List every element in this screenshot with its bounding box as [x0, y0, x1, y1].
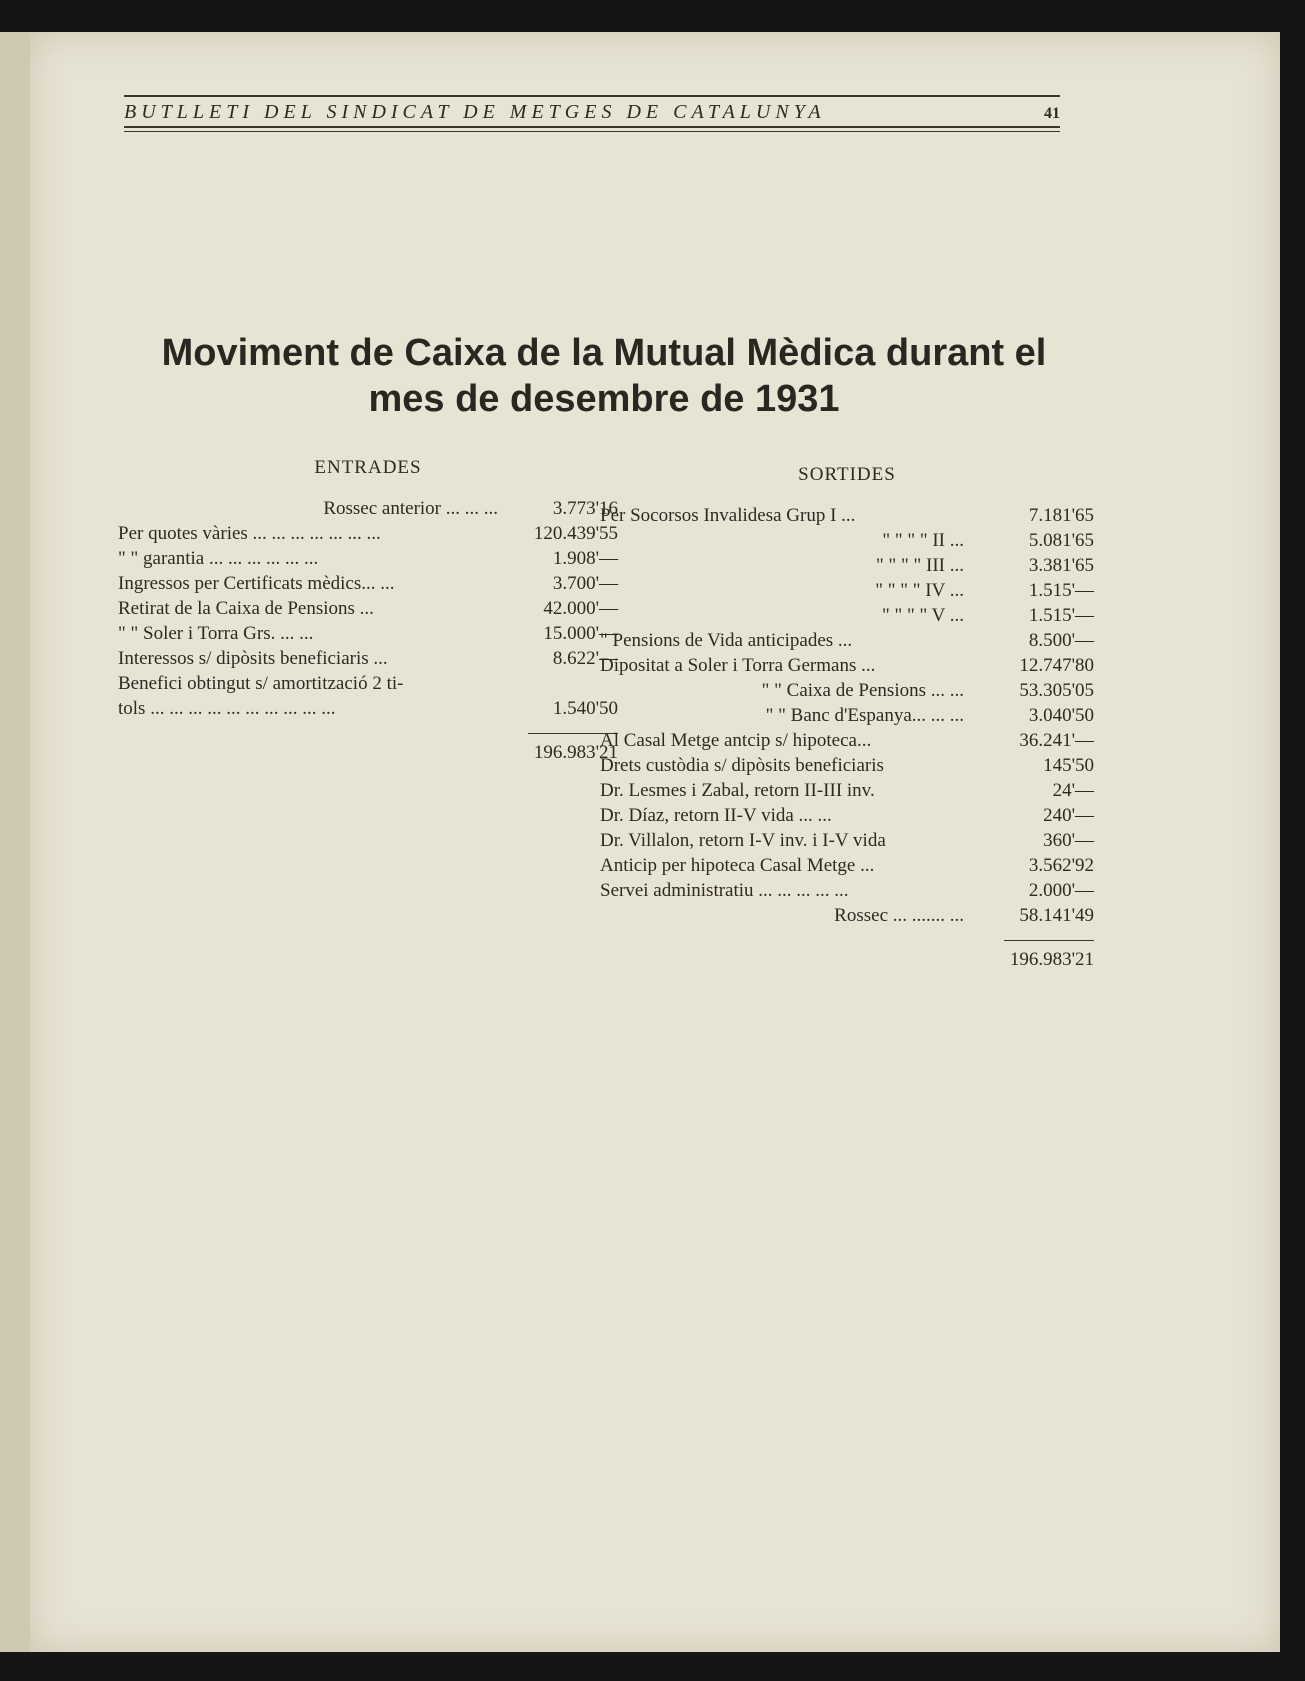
- entrades-heading: ENTRADES: [314, 457, 422, 478]
- sortides-row-amount: 3.040'50: [1028, 705, 1094, 726]
- entrades-row-amount: 1.908'—: [552, 548, 618, 569]
- sortides-row-label: Servei administratiu ... ... ... ... ...: [600, 880, 849, 901]
- sortides-row: [600, 653, 1094, 678]
- sortides-row: [600, 903, 1094, 928]
- sortides-row-label: " " Caixa de Pensions ... ...: [761, 680, 964, 701]
- entrades-row: [118, 671, 618, 696]
- sortides-row: [600, 503, 1094, 528]
- sortides-row: [600, 678, 1094, 703]
- entrades-rows: [118, 496, 618, 721]
- header-row: [124, 97, 1060, 126]
- sortides-row-amount: 2.000'—: [1028, 880, 1094, 901]
- header-rule-bottom: [124, 126, 1060, 128]
- entrades-row: [118, 521, 618, 546]
- entrades-row: [118, 696, 618, 721]
- sortides-row: [600, 703, 1094, 728]
- entrades-row: [118, 546, 618, 571]
- sortides-row-amount: 5.081'65: [1028, 530, 1094, 551]
- sortides-row-label: " " " " III ...: [875, 555, 964, 576]
- sortides-row: [600, 603, 1094, 628]
- sortides-row-label: Dipositat a Soler i Torra Germans ...: [600, 655, 876, 676]
- sortides-row: [600, 528, 1094, 553]
- sortides-row: [600, 728, 1094, 753]
- running-title: BUTLLETI DEL SINDICAT DE METGES DE CATALUNYA: [124, 101, 826, 123]
- sortides-row-amount: 58.141'49: [1019, 905, 1094, 926]
- sortides-row-label: " Pensions de Vida anticipades ...: [600, 630, 853, 651]
- sortides-row: [600, 828, 1094, 853]
- sortides-row-amount: 3.381'65: [1028, 555, 1094, 576]
- sortides-row-label: " " " " II ...: [882, 530, 964, 551]
- entrades-row: [118, 621, 618, 646]
- entrades-row-amount: 3.700'—: [552, 573, 618, 594]
- sortides-row: [600, 778, 1094, 803]
- entrades-row-label: Interessos s/ dipòsits beneficiaris ...: [118, 648, 388, 669]
- sortides-row-label: Al Casal Metge antcip s/ hipoteca...: [600, 730, 872, 751]
- sortides-rows: [600, 503, 1094, 928]
- sortides-row-amount: 8.500'—: [1028, 630, 1094, 651]
- entrades-column: [118, 455, 618, 765]
- sortides-row-amount: 145'50: [1043, 755, 1094, 776]
- entrades-row-amount: 8.622'—: [552, 648, 618, 669]
- sortides-row-amount: 240'—: [1043, 805, 1094, 826]
- entrades-total: 196.983'21: [533, 742, 618, 763]
- sortides-row-label: " " " " V ...: [881, 605, 964, 626]
- running-header: [124, 95, 1060, 132]
- sortides-row-amount: 53.305'05: [1019, 680, 1094, 701]
- entrades-row: [118, 571, 618, 596]
- entrades-row-amount: 3.773'16: [552, 498, 618, 519]
- entrades-row-label: " " Soler i Torra Grs. ... ...: [118, 623, 314, 644]
- sortides-row-amount: 1.515'—: [1028, 580, 1094, 601]
- page-number: 41: [1044, 105, 1060, 122]
- entrades-row: [118, 596, 618, 621]
- sortides-row: [600, 853, 1094, 878]
- entrades-row-label: Rossec anterior ... ... ...: [323, 498, 498, 519]
- header-rule-bottom-thin: [124, 131, 1060, 132]
- entrades-row-label: Benefici obtingut s/ amortització 2 ti-: [118, 673, 404, 694]
- entrades-row-amount: 15.000'—: [543, 623, 618, 644]
- sortides-row-label: Anticip per hipoteca Casal Metge ...: [600, 855, 875, 876]
- sortides-row: [600, 578, 1094, 603]
- sortides-row-label: Dr. Villalon, retorn I-V inv. i I-V vida: [600, 830, 886, 851]
- sortides-row-amount: 7.181'65: [1028, 505, 1094, 526]
- sortides-row-label: Drets custòdia s/ dipòsits beneficiaris: [600, 755, 884, 776]
- sortides-row: [600, 628, 1094, 653]
- page-edge: [0, 32, 30, 1652]
- sortides-row-label: " " Banc d'Espanya... ... ...: [765, 705, 964, 726]
- sortides-row-amount: 36.241'—: [1019, 730, 1094, 751]
- entrades-row-label: Retirat de la Caixa de Pensions ...: [118, 598, 374, 619]
- sortides-row-label: Dr. Lesmes i Zabal, retorn II-III inv.: [600, 780, 875, 801]
- sortides-row-amount: 12.747'80: [1019, 655, 1094, 676]
- entrades-row-amount: 1.540'50: [552, 698, 618, 719]
- entrades-row-label: " " garantia ... ... ... ... ... ...: [118, 548, 319, 569]
- entrades-row-amount: 120.439'55: [533, 523, 618, 544]
- sortides-column: [600, 455, 1094, 972]
- sortides-row-label: Rossec ... ....... ...: [834, 905, 964, 926]
- entrades-row-amount: 42.000'—: [543, 598, 618, 619]
- sortides-total-rule: [1004, 940, 1094, 941]
- sortides-row-amount: 24'—: [1052, 780, 1094, 801]
- sortides-row-label: Dr. Díaz, retorn II-V vida ... ...: [600, 805, 832, 826]
- sortides-row-label: " " " " IV ...: [875, 580, 964, 601]
- page-title: Moviment de Caixa de la Mutual Mèdica durant el mes de desembre de 1931: [161, 332, 1047, 420]
- sortides-row-amount: 360'—: [1043, 830, 1094, 851]
- sortides-row: [600, 878, 1094, 903]
- sortides-row: [600, 803, 1094, 828]
- entrades-row: [118, 496, 618, 521]
- sortides-row-amount: 3.562'92: [1028, 855, 1094, 876]
- sortides-row: [600, 753, 1094, 778]
- sortides-heading: SORTIDES: [798, 464, 896, 485]
- entrades-row: [118, 646, 618, 671]
- sortides-row-label: Per Socorsos Invalidesa Grup I ...: [600, 505, 856, 526]
- entrades-row-label: tols ... ... ... ... ... ... ... ... ... ...: [118, 698, 336, 719]
- entrades-row-label: Per quotes vàries ... ... ... ... ... ... ...: [118, 523, 381, 544]
- sortides-total: 196.983'21: [1009, 949, 1094, 970]
- sortides-row: [600, 553, 1094, 578]
- sortides-row-amount: 1.515'—: [1028, 605, 1094, 626]
- entrades-row-label: Ingressos per Certificats mèdics... ...: [118, 573, 395, 594]
